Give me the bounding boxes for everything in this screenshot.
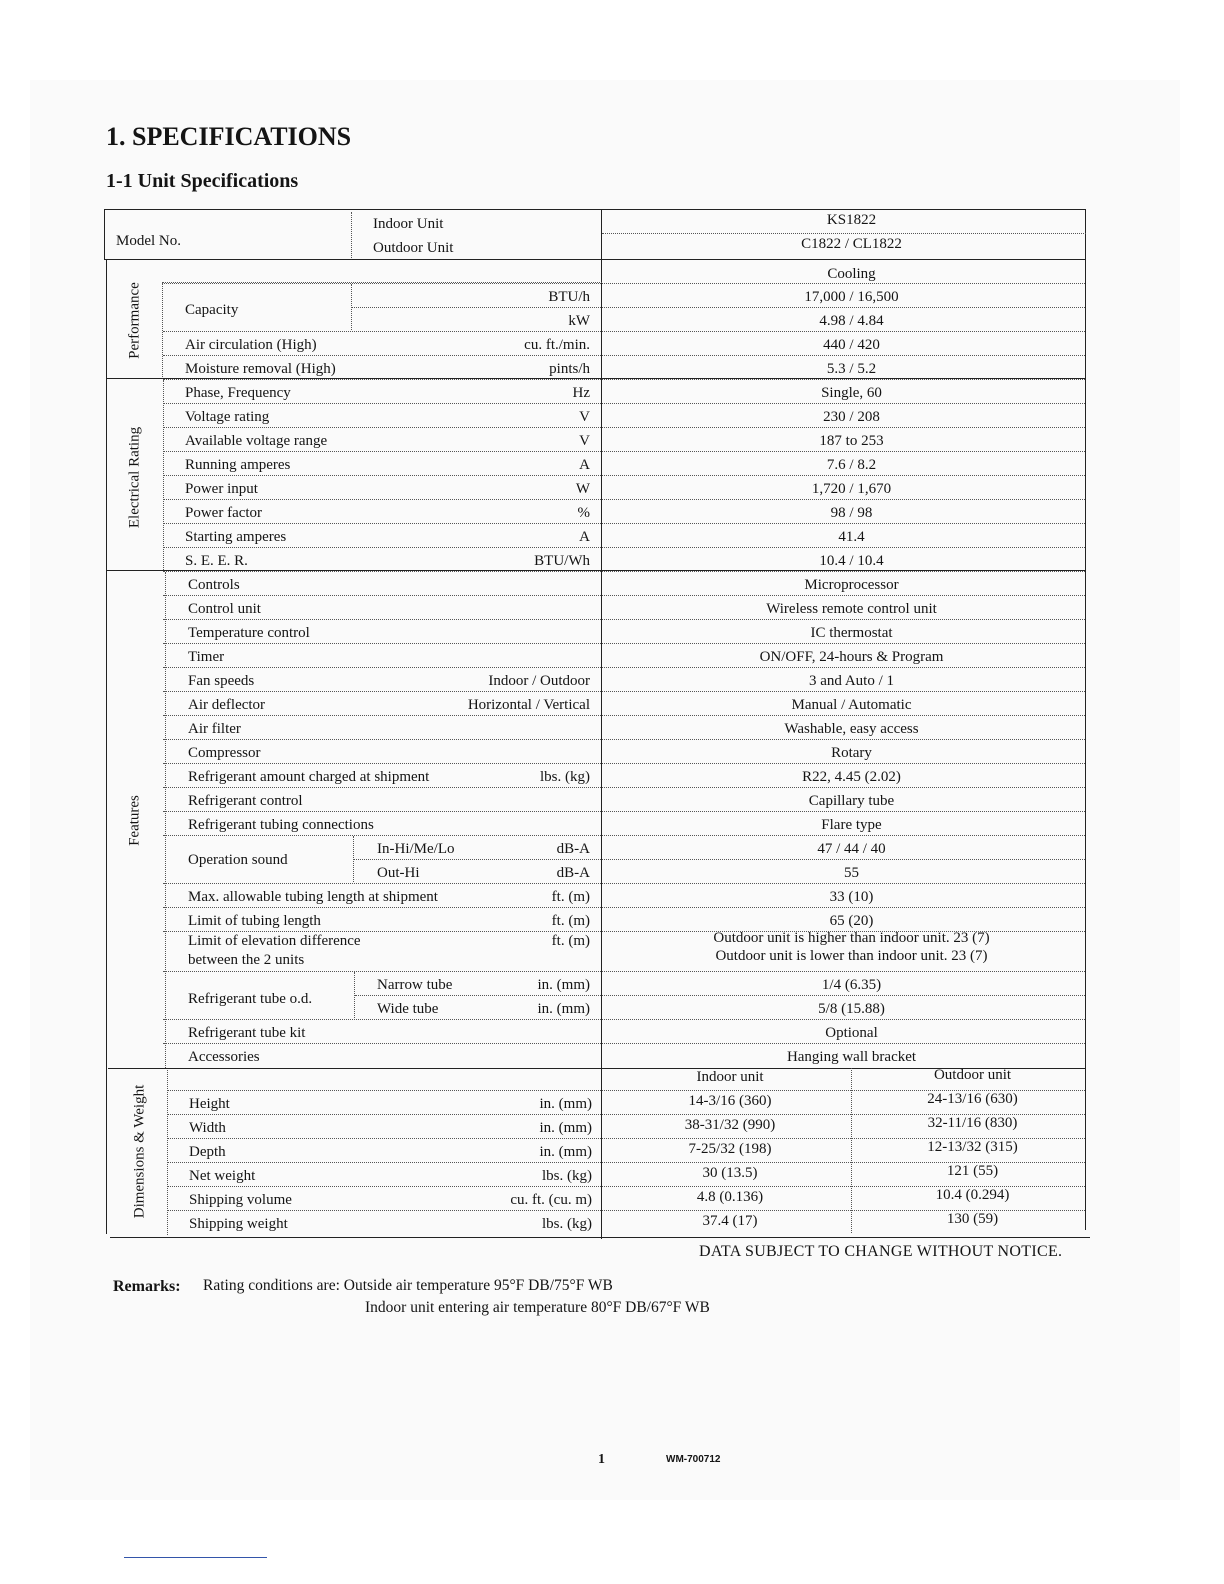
indoor-model-value: KS1822 (826, 212, 877, 228)
row-value: Single, 60 (821, 385, 882, 401)
dim-outdoor-value: 121 (55) (946, 1163, 999, 1179)
row-value-continued: Outdoor unit is lower than indoor unit. 23 (7) (715, 948, 988, 964)
row-separator (163, 883, 1085, 884)
row-value: 440 / 420 (823, 337, 880, 353)
row-value: Rotary (831, 745, 872, 761)
row-value: R22, 4.45 (2.02) (802, 769, 901, 785)
row-label: Limit of tubing length (188, 913, 321, 929)
row-separator (163, 595, 1085, 596)
row-unit: BTU/Wh (534, 553, 590, 569)
dim-row-label: Shipping volume (189, 1192, 292, 1208)
row-value: 1/4 (6.35) (821, 977, 882, 993)
row-separator (355, 995, 1085, 996)
row-value: 5.3 / 5.2 (826, 361, 877, 377)
row-value: 55 (844, 865, 859, 881)
row-label: Power factor (185, 505, 263, 521)
row-value: 65 (20) (829, 913, 874, 929)
row-value: Flare type (821, 817, 882, 833)
row-label: Moisture removal (High) (185, 361, 336, 377)
row-separator (163, 691, 1085, 692)
row-unit: lbs. (kg) (540, 769, 590, 785)
row-label: Air circulation (High) (185, 337, 317, 353)
table-bottom-border (110, 1237, 1090, 1238)
row-value: 230 / 208 (823, 409, 880, 425)
row-unit: ft. (m) (551, 889, 590, 905)
dim-row-unit: in. (mm) (539, 1120, 592, 1136)
row-separator (163, 451, 1085, 452)
notice-text: DATA SUBJECT TO CHANGE WITHOUT NOTICE. (699, 1243, 1063, 1260)
table-left-border (106, 259, 107, 1234)
row-unit: V (579, 409, 590, 425)
row-value: 33 (10) (829, 889, 874, 905)
row-label: Compressor (188, 745, 261, 761)
row-value: 10.4 / 10.4 (819, 553, 884, 569)
row-value: Cooling (827, 266, 876, 282)
row-label: Refrigerant tubing connections (188, 817, 374, 833)
row-label: S. E. E. R. (185, 553, 248, 569)
row-separator (163, 971, 1085, 972)
section-label-performance: Performance (126, 282, 143, 359)
row-separator (163, 1043, 1085, 1044)
section-subtitle: 1-1 Unit Specifications (106, 170, 299, 192)
row-value: Washable, easy access (784, 721, 919, 737)
row-value: 98 / 98 (830, 505, 873, 521)
row-unit: V (579, 433, 590, 449)
row-unit: cu. ft./min. (524, 337, 590, 353)
row-separator (354, 859, 1085, 860)
row-label: Voltage rating (185, 409, 270, 425)
dim-row-unit: lbs. (kg) (542, 1168, 592, 1184)
row-value: Microprocessor (804, 577, 899, 593)
row-label: Refrigerant control (188, 793, 303, 809)
row-value: 187 to 253 (819, 433, 884, 449)
row-label: Timer (188, 649, 225, 665)
row-label: Power input (185, 481, 258, 497)
row-unit: BTU/h (548, 289, 590, 305)
row-sub-label: Out-Hi (377, 865, 420, 881)
table-top-border (104, 209, 1086, 210)
row-separator (163, 835, 1085, 836)
dim-row-unit: in. (mm) (539, 1144, 592, 1160)
table-left-border (104, 209, 105, 259)
indoor-unit-label: Indoor Unit (373, 216, 444, 232)
row-label: Refrigerant tube kit (188, 1025, 306, 1041)
row-value: 17,000 / 16,500 (804, 289, 899, 305)
row-sub-label: Narrow tube (377, 977, 453, 993)
row-separator (163, 715, 1085, 716)
dim-row-separator (168, 1186, 1085, 1187)
dim-outdoor-value: 24-13/16 (630) (927, 1091, 1018, 1107)
dim-row-separator (168, 1114, 1085, 1115)
row-unit: in. (mm) (537, 1001, 590, 1017)
row-separator (163, 619, 1085, 620)
dim-row-separator (168, 1210, 1085, 1211)
row-separator (163, 763, 1085, 764)
dim-row-separator (168, 1162, 1085, 1163)
row-unit: A (579, 457, 590, 473)
row-value: IC thermostat (810, 625, 893, 641)
row-unit: dB-A (556, 865, 590, 881)
section-label-electrical: Electrical Rating (126, 426, 143, 529)
row-separator (163, 403, 1085, 404)
row-separator (352, 307, 1085, 308)
dim-row-unit: cu. ft. (cu. m) (510, 1192, 592, 1208)
row-separator (163, 931, 1085, 932)
row-value: 47 / 44 / 40 (817, 841, 886, 857)
dim-row-label: Height (189, 1096, 230, 1112)
row-separator (163, 667, 1085, 668)
dim-row-label: Net weight (189, 1168, 256, 1184)
row-value: Wireless remote control unit (766, 601, 937, 617)
row-label: Limit of elevation difference (188, 933, 361, 949)
dim-outdoor-header: Outdoor unit (933, 1067, 1012, 1083)
row-value: Hanging wall bracket (786, 1049, 917, 1065)
model-no-label: Model No. (116, 233, 181, 249)
row-separator (163, 643, 1085, 644)
dim-indoor-value: 30 (13.5) (702, 1165, 758, 1181)
row-unit: W (575, 481, 590, 497)
dim-row-label: Depth (189, 1144, 226, 1160)
dim-row-unit: lbs. (kg) (542, 1216, 592, 1232)
page-number: 1 (598, 1452, 605, 1467)
link-underline (124, 1557, 267, 1558)
row-label: Air deflector (188, 697, 266, 713)
row-label: Refrigerant amount charged at shipment (188, 769, 430, 785)
remarks-label: Remarks: (113, 1278, 181, 1295)
row-separator (163, 1019, 1085, 1020)
row-separator (163, 547, 1085, 548)
row-unit: Horizontal / Vertical (467, 697, 590, 713)
row-label: Starting amperes (185, 529, 287, 545)
row-unit: A (579, 529, 590, 545)
row-label: Available voltage range (185, 433, 328, 449)
dim-row-unit: in. (mm) (539, 1096, 592, 1112)
dim-row-label: Shipping weight (189, 1216, 288, 1232)
row-label: Controls (188, 577, 240, 593)
label-column-divider (165, 572, 166, 1068)
dim-indoor-value: 14-3/16 (360) (688, 1093, 772, 1109)
dim-indoor-value: 7-25/32 (198) (688, 1141, 772, 1157)
row-separator (163, 427, 1085, 428)
dim-outdoor-value: 12-13/32 (315) (927, 1139, 1018, 1155)
row-value: Capillary tube (808, 793, 895, 809)
row-unit: % (577, 505, 590, 521)
outdoor-model-value: C1822 / CL1822 (801, 236, 902, 252)
row-sub-label: In-Hi/Me/Lo (377, 841, 455, 857)
row-value: 3 and Auto / 1 (809, 673, 894, 689)
row-value: 5/8 (15.88) (818, 1001, 885, 1017)
row-label: Control unit (188, 601, 261, 617)
model-bottom (104, 259, 1086, 260)
row-unit: in. (mm) (537, 977, 590, 993)
row-label: Accessories (188, 1049, 260, 1065)
row-value: 7.6 / 8.2 (826, 457, 877, 473)
page-title: 1. SPECIFICATIONS (106, 122, 352, 151)
value-column-divider (601, 209, 602, 1239)
row-value: Optional (825, 1025, 878, 1041)
dim-column-divider (851, 1068, 852, 1233)
row-value: 1,720 / 1,670 (811, 481, 892, 497)
row-separator (163, 331, 1085, 332)
row-separator (163, 499, 1085, 500)
row-separator (163, 787, 1085, 788)
row-unit: ft. (m) (551, 933, 590, 949)
row-separator (162, 283, 1085, 284)
remarks-line-1: Rating conditions are: Outside air temperature 95°F DB/75°F WB (203, 1277, 613, 1294)
label-column-divider (162, 282, 163, 377)
row-unit: ft. (m) (551, 913, 590, 929)
row-label: Capacity (185, 302, 239, 318)
row-label: Phase, Frequency (185, 385, 291, 401)
row-value: 4.98 / 4.84 (819, 313, 884, 329)
row-label: Running amperes (185, 457, 291, 473)
remarks-line-2: Indoor unit entering air temperature 80°F DB/67°F WB (365, 1299, 710, 1316)
row-label: Refrigerant tube o.d. (188, 991, 313, 1007)
dim-outdoor-value: 10.4 (0.294) (935, 1187, 1010, 1203)
row-unit: kW (568, 313, 590, 329)
row-label: Operation sound (188, 852, 288, 868)
row-value: ON/OFF, 24-hours & Program (759, 649, 944, 665)
row-sub-label: Wide tube (377, 1001, 439, 1017)
row-label: Max. allowable tubing length at shipment (188, 889, 438, 905)
row-label: Fan speeds (188, 673, 255, 689)
section-label-features: Features (126, 795, 143, 846)
dim-indoor-value: 38-31/32 (990) (684, 1117, 776, 1133)
row-separator (163, 523, 1085, 524)
row-label-continued: between the 2 units (188, 952, 305, 968)
row-separator (163, 571, 1085, 572)
row-label: Temperature control (188, 625, 310, 641)
model-divider (602, 233, 1086, 234)
row-value: 41.4 (838, 529, 865, 545)
row-separator (163, 739, 1085, 740)
dim-row-separator (168, 1090, 1085, 1091)
dim-outdoor-value: 130 (59) (946, 1211, 999, 1227)
dim-row-label: Width (189, 1120, 226, 1136)
row-separator (163, 475, 1085, 476)
row-separator (163, 811, 1085, 812)
dim-outdoor-value: 32-11/16 (830) (927, 1115, 1018, 1131)
row-unit: Hz (572, 385, 590, 401)
row-separator (163, 907, 1085, 908)
dim-indoor-value: 37.4 (17) (702, 1213, 758, 1229)
model-inner-divider (351, 212, 352, 258)
document-code: WM-700712 (666, 1454, 721, 1465)
row-separator (163, 282, 602, 283)
dim-indoor-value: 4.8 (0.136) (696, 1189, 764, 1205)
row-value: Manual / Automatic (791, 697, 912, 713)
row-label: Air filter (188, 721, 241, 737)
row-separator (163, 379, 1085, 380)
row-value: Outdoor unit is higher than indoor unit. 23 (7) (713, 930, 990, 946)
section-label-dimensions: Dimensions & Weight (131, 1084, 148, 1219)
dim-row-separator (168, 1138, 1085, 1139)
row-unit: Indoor / Outdoor (488, 673, 590, 689)
row-unit: pints/h (549, 361, 590, 377)
outdoor-unit-label: Outdoor Unit (373, 240, 454, 256)
row-unit: dB-A (556, 841, 590, 857)
dim-indoor-header: Indoor unit (696, 1069, 764, 1085)
row-separator (163, 355, 1085, 356)
